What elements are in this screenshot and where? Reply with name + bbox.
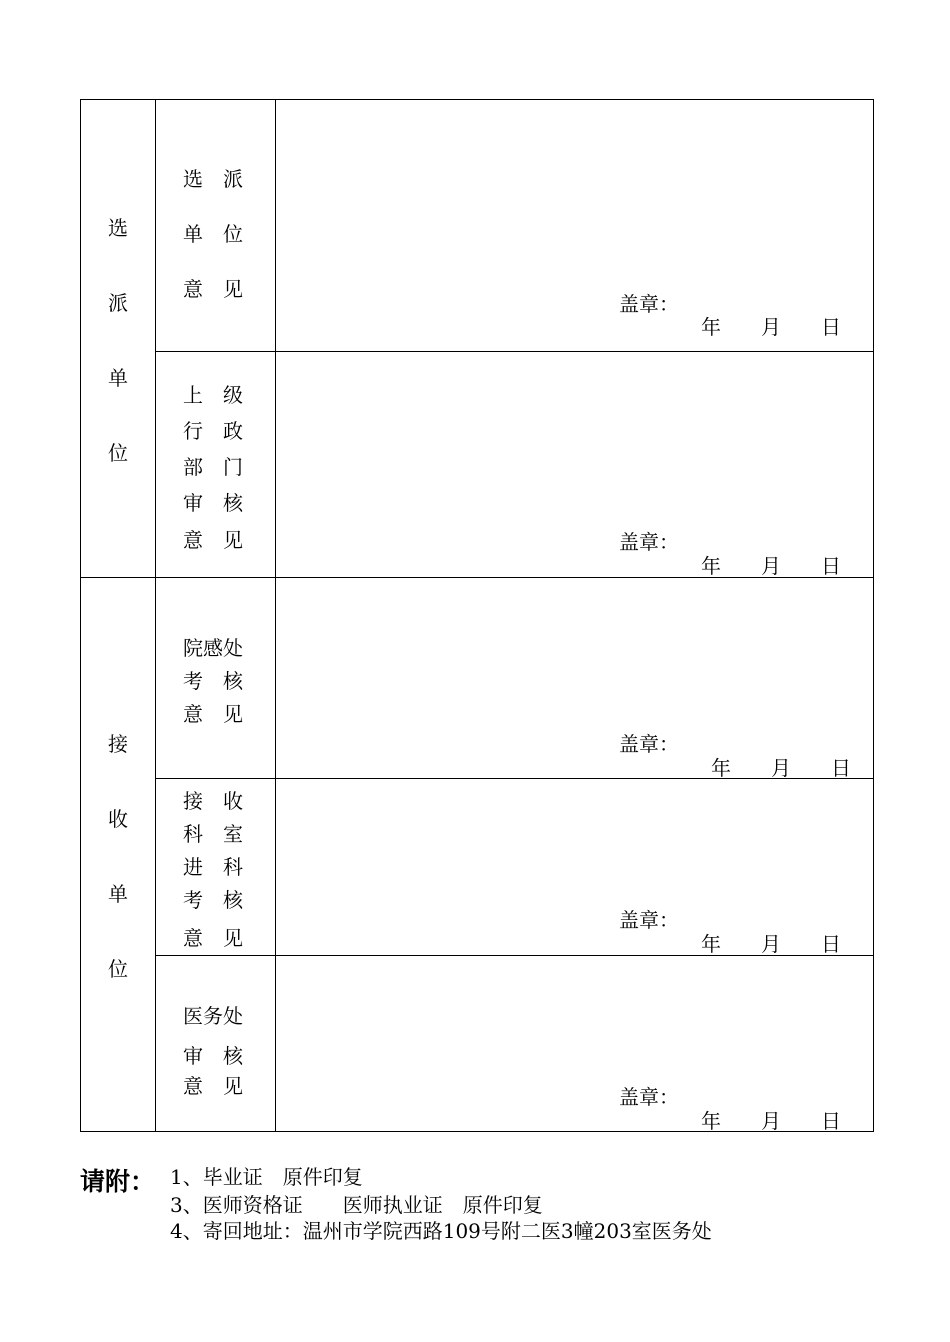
date-label: 年 月 日 <box>701 1109 841 1133</box>
group-char: 选 <box>108 216 128 240</box>
row-label-line: 进 科 <box>183 855 243 879</box>
row-label-line: 审 核 <box>183 491 243 515</box>
column-divider-2 <box>275 100 276 1131</box>
notes-title: 请附： <box>80 1167 156 1196</box>
group-char: 位 <box>108 957 128 981</box>
date-label: 年 月 日 <box>701 932 841 956</box>
column-divider-1 <box>155 100 156 1131</box>
notes-item: 3、医师资格证 医师执业证 原件印复 <box>170 1193 543 1217</box>
row-label-line: 意 见 <box>183 528 243 552</box>
stamp-label: 盖章： <box>619 1085 679 1109</box>
stamp-label: 盖章： <box>619 732 679 756</box>
group-char: 收 <box>108 807 128 831</box>
group-char: 位 <box>108 441 128 465</box>
row-label-line: 审 核 <box>183 1044 243 1068</box>
notes-item: 1、毕业证 原件印复 <box>170 1165 363 1189</box>
row-label-line: 接 收 <box>183 789 243 813</box>
row-label-line: 考 核 <box>183 888 243 912</box>
notes-item: 4、寄回地址：温州市学院西路109号附二医3幢203室医务处 <box>170 1219 712 1243</box>
row-label-line: 意 见 <box>183 277 243 301</box>
row-label-line: 科 室 <box>183 822 243 846</box>
row-label-line: 意 见 <box>183 926 243 950</box>
row-label-line: 部 门 <box>183 455 243 479</box>
application-form-table <box>80 99 874 1132</box>
stamp-label: 盖章： <box>619 292 679 316</box>
row-label-line: 上 级 <box>183 383 243 407</box>
group-char: 单 <box>108 882 128 906</box>
row-label-line: 意 见 <box>183 1074 243 1098</box>
row-label-line: 意 见 <box>183 702 243 726</box>
date-label: 年 月 日 <box>701 315 841 339</box>
row-label-line: 行 政 <box>183 419 243 443</box>
group-char: 派 <box>108 291 128 315</box>
row-label-line: 考 核 <box>183 669 243 693</box>
row-label-line: 院感处 <box>183 636 243 660</box>
group-char: 单 <box>108 366 128 390</box>
stamp-label: 盖章： <box>619 908 679 932</box>
date-label: 年 月 日 <box>701 554 841 578</box>
row-label-line: 单 位 <box>183 222 243 246</box>
group-char: 接 <box>108 732 128 756</box>
stamp-label: 盖章： <box>619 530 679 554</box>
row-divider-1 <box>155 351 873 352</box>
date-label: 年 月 日 <box>711 756 851 780</box>
row-label-line: 医务处 <box>183 1004 243 1028</box>
row-label-line: 选 派 <box>183 167 243 191</box>
